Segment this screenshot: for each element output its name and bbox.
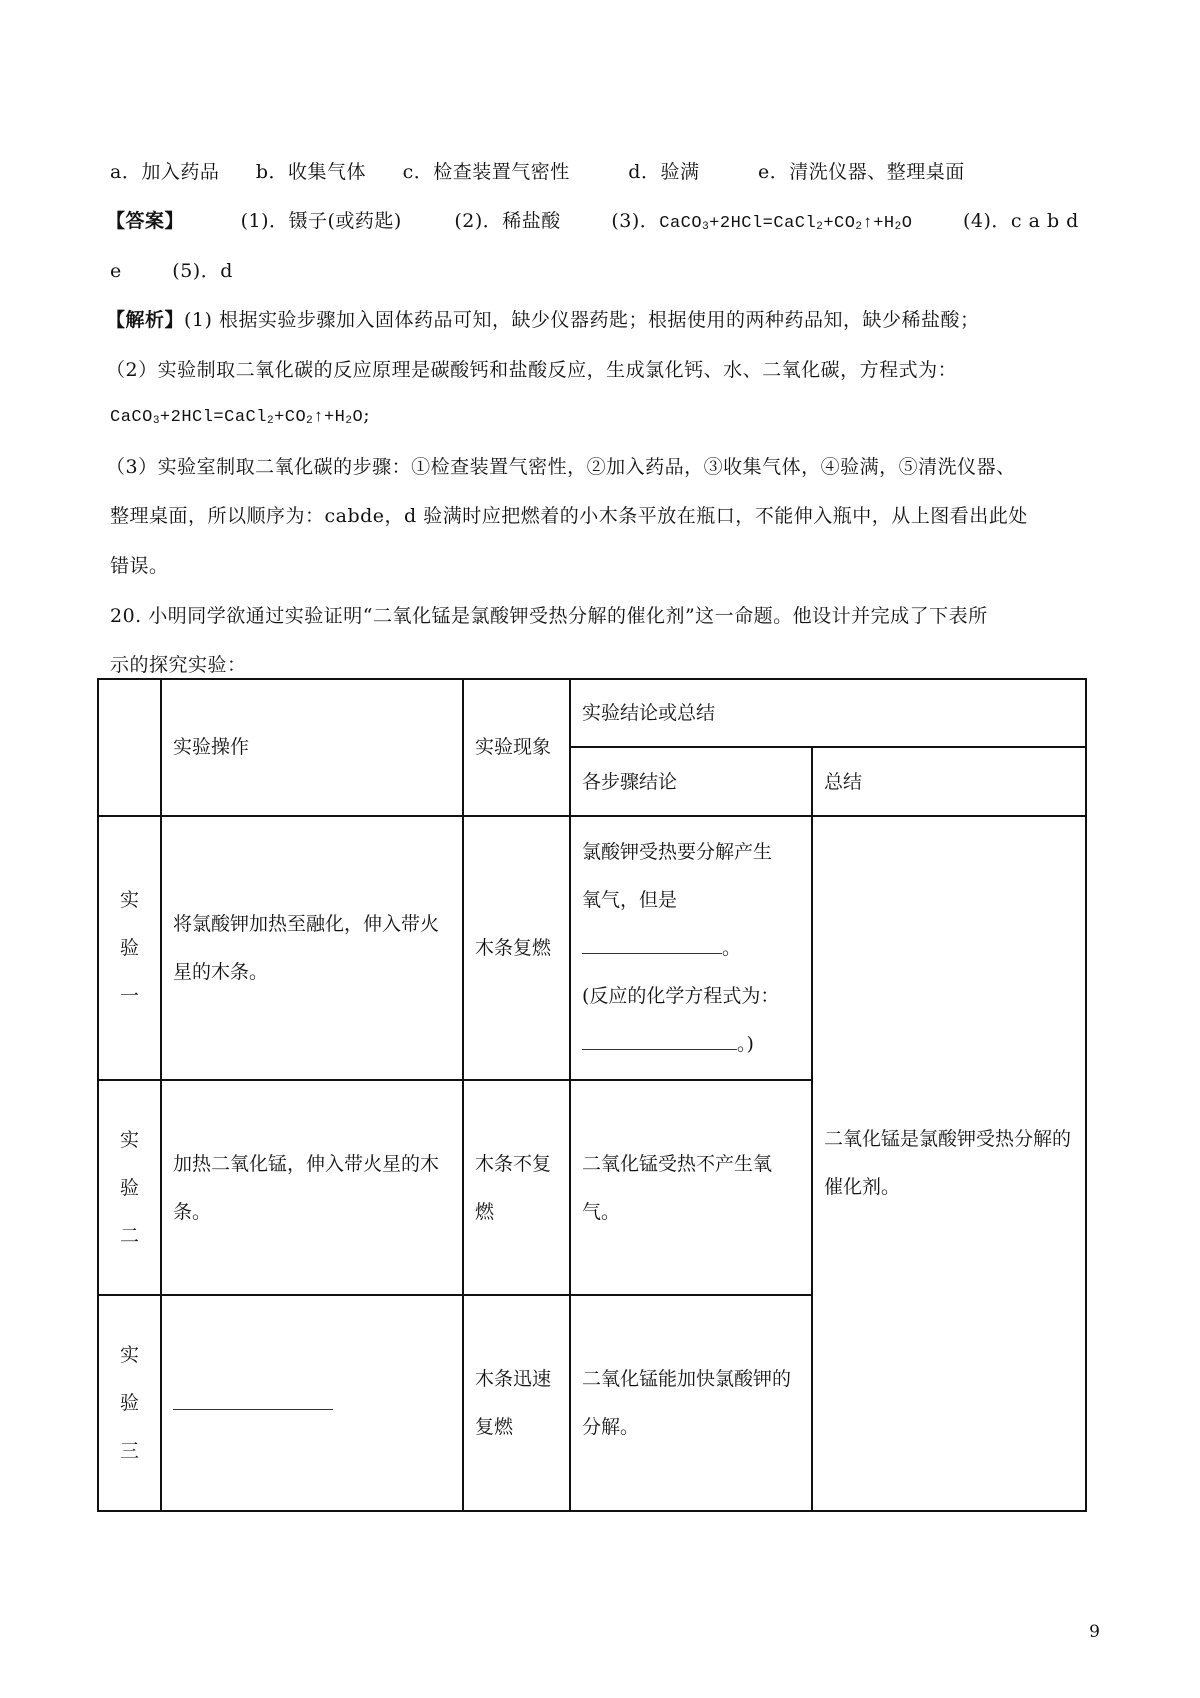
row-operation: 将氯酸钾加热至融化，伸入带火星的木条。: [161, 816, 463, 1080]
answer-line-2: [110, 256, 233, 283]
row-conclusion-line: [582, 924, 800, 972]
answer-item-3-prefix: (3)．: [611, 210, 660, 232]
analysis-equation-end: ;: [363, 404, 371, 426]
analysis-p2: （2）实验制取二氧化碳的反应原理是碳酸钙和盐酸反应，生成氯化钙、水、二氧化碳，方程式为：: [106, 359, 958, 381]
row-operation: 加热二氧化锰，伸入带火星的木条。: [161, 1080, 463, 1296]
answer-item-2: (2)．稀盐酸: [454, 210, 561, 232]
table-row: [98, 816, 1086, 1080]
row-phenomenon: 木条复燃: [463, 816, 570, 1080]
header-conclusion: 实验结论或总结: [570, 679, 1086, 747]
row-label-char: 实: [119, 1344, 139, 1367]
analysis-equation-line: [110, 404, 370, 427]
header-blank-cell: [98, 679, 161, 816]
answer-item-4: (4)．c a b d: [963, 210, 1079, 232]
option-c: c．检查装置气密性: [402, 161, 570, 183]
header-phenomenon: 实验现象: [463, 679, 570, 816]
answer-label: 【答案】: [106, 210, 185, 232]
row-conclusion-line: 氯酸钾受热要分解产生: [582, 840, 773, 863]
row-label-char: 一: [119, 984, 139, 1007]
header-operation: 实验操作: [161, 679, 463, 816]
row-conclusion: 二氧化锰能加快氯酸钾的分解。: [570, 1295, 812, 1511]
row-conclusion-line: 氧气，但是: [582, 888, 678, 911]
row-label-char: 验: [119, 1176, 139, 1199]
row-conclusion-end: 。: [722, 936, 742, 959]
row-phenomenon: 木条不复燃: [463, 1080, 570, 1296]
answer-line: [106, 206, 1079, 233]
analysis-p4: （3）实验室制取二氧化碳的步骤：①检查装置气密性，②加入药品，③收集气体，④验满，⑤清洗仪器、: [106, 456, 1016, 478]
question-20-line-2: 示的探究实验：: [110, 654, 247, 676]
option-e: e．清洗仪器、整理桌面: [758, 161, 965, 183]
row-conclusion-line: [582, 1020, 800, 1068]
analysis-text-1: (1) 根据实验步骤加入固体药品可知，缺少仪器药匙；根据使用的两种药品知，缺少稀盐酸；: [184, 309, 980, 331]
answer-equation: $CaCO_3+2HCl=CaCl_2+CO_2↑+H_2O$: [659, 214, 913, 233]
row-conclusion-line: (反应的化学方程式为：: [582, 984, 780, 1007]
row-label: [98, 816, 161, 1080]
options-line: [110, 157, 965, 184]
answer-item-3: [611, 210, 912, 232]
operation-blank[interactable]: [173, 1379, 333, 1410]
equation-blank[interactable]: [582, 1025, 737, 1050]
experiment-table: [97, 678, 1087, 1512]
question-20-line-1: 20. 小明同学欲通过实验证明“二氧化锰是氯酸钾受热分解的催化剂”这一命题。他设计并完成了下表所: [110, 605, 988, 627]
answer-item-1: (1)．镊子(或药匙): [240, 210, 402, 232]
page-number: 9: [1089, 1622, 1100, 1642]
row-conclusion: [570, 816, 812, 1080]
header-step-conclusion: 各步骤结论: [570, 747, 812, 815]
row-label-char: 实: [119, 888, 139, 911]
analysis-p1: [106, 305, 979, 332]
answer-item-5: (5)．d: [172, 260, 233, 282]
option-b: b．收集气体: [255, 161, 367, 183]
analysis-p5: 整理桌面，所以顺序为：cabde，d 验满时应把燃着的小木条平放在瓶口，不能伸入瓶中，从上图看出此处: [110, 505, 1028, 527]
row-conclusion-end: 。): [737, 1032, 754, 1055]
answer-blank[interactable]: [582, 929, 722, 954]
analysis-equation: $CaCO_3+2HCl=CaCl_2+CO_2↑+H_2O$: [110, 408, 364, 427]
answer-item-4-cont: e: [110, 260, 122, 282]
header-summary: 总结: [812, 747, 1086, 815]
row-label-char: 验: [119, 1392, 139, 1415]
row-conclusion: 二氧化锰受热不产生氧气。: [570, 1080, 812, 1296]
row-label-char: 实: [119, 1128, 139, 1151]
row-label: [98, 1080, 161, 1296]
row-label: [98, 1295, 161, 1511]
row-label-char: 三: [119, 1440, 139, 1463]
option-d: d．验满: [628, 161, 700, 183]
option-a: a．加入药品: [110, 161, 220, 183]
summary-cell: 二氧化锰是氯酸钾受热分解的催化剂。: [812, 816, 1086, 1511]
row-operation: [161, 1295, 463, 1511]
row-phenomenon: 木条迅速复燃: [463, 1295, 570, 1511]
analysis-p6: 错误。: [110, 555, 169, 577]
analysis-label: 【解析】: [106, 309, 185, 331]
row-label-char: 二: [119, 1224, 139, 1247]
row-label-char: 验: [119, 936, 139, 959]
